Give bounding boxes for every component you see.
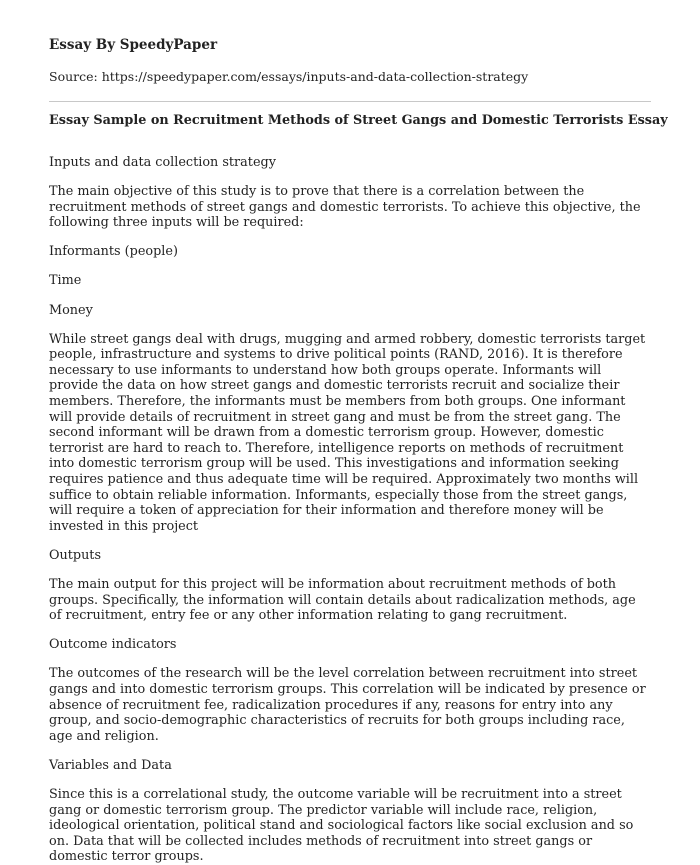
paragraph-outcome-indicators: The outcomes of the research will be the level correlation between recruitment into street gangs and into domestic terrorism groups. This correlation will be indicated by presence or absence of recruitment fee, radicalization procedures if any, reasons for entry into any group, and socio-demographic characteristics of recruits for both groups including race, age and religion. xyxy=(49,666,646,744)
section-heading-variables: Variables and Data xyxy=(49,757,172,773)
header-divider xyxy=(49,101,651,102)
paragraph-objective: The main objective of this study is to prove that there is a correlation between the recruitment methods of street gangs and domestic terrorists. To achieve this objective, the following three inputs will be required: xyxy=(49,184,641,231)
essay-title: Essay Sample on Recruitment Methods of Street Gangs and Domestic Terrorists Essay xyxy=(49,113,668,128)
paragraph-informants-detail: While street gangs deal with drugs, mugging and armed robbery, domestic terrorists target people, infrastructure and systems to drive political points (RAND, 2016). It is therefore necessary to use informants to understand how both groups operate. Informants will provide the data on how street gangs and domestic terrorists recruit and socialize their members. Therefore, the informants must be members from both groups. One informant will provide details of recruitment in street gang and must be from the street gang. The second informant will be drawn from a domestic terrorism group. However, domestic terrorist are hard to reach to. Therefore, intelligence reports on methods of recruitment into domestic terrorism group will be used. This investigations and information seeking requires patience and thus adequate time will be required. Approximately two months will suffice to obtain reliable information. Informants, especially those from the street gangs, will require a token of appreciation for their information and therefore money will be invested in this project xyxy=(49,331,646,534)
section-heading-outputs: Outputs xyxy=(49,547,102,563)
source-line: Source: https://speedypaper.com/essays/inputs-and-data-collection-strategy xyxy=(49,69,529,84)
list-item-informants: Informants (people) xyxy=(49,244,178,260)
list-item-money: Money xyxy=(49,302,93,318)
paragraph-outputs: The main output for this project will be information about recruitment methods of both groups. Specifically, the information will contain details about radicalization methods, age of recruitment, entry fee or any other information relating to gang recruitment. xyxy=(49,576,636,624)
site-title: Essay By SpeedyPaper xyxy=(49,37,218,53)
section-heading-outcome-indicators: Outcome indicators xyxy=(49,637,177,653)
paragraph-variables: Since this is a correlational study, the outcome variable will be recruitment into a street gang or domestic terrorism group. The predictor variable will include race, religion, ideological orientation, political stand and sociological factors like social exclusion and so on. Data that will be collected includes methods of recruitment into street gangs or domestic terror groups. xyxy=(49,786,634,865)
list-item-time: Time xyxy=(49,273,82,289)
essay-body xyxy=(49,155,651,865)
section-heading-inputs: Inputs and data collection strategy xyxy=(49,155,276,170)
